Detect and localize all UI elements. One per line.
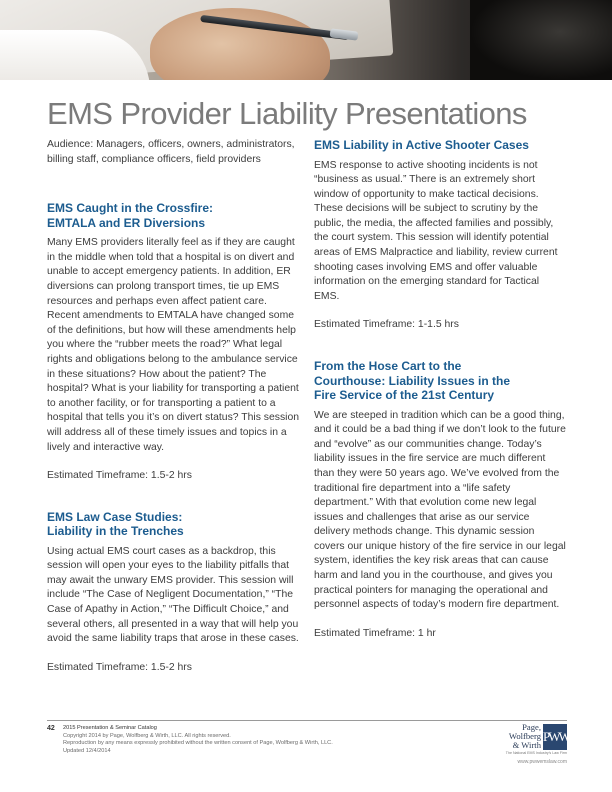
section-heading-line: From the Hose Cart to the	[314, 359, 462, 374]
header-photo	[0, 0, 612, 80]
section-heading-line: Courthouse: Liability Issues in the	[314, 373, 511, 388]
logo-tagline: The National EMS Industry’s Law Firm	[505, 751, 567, 755]
section-heading-line: EMS Law Case Studies:	[47, 509, 183, 524]
page-footer	[47, 720, 567, 771]
section-heading-line: Fire Service of the 21st Century	[314, 388, 495, 403]
section-crossfire	[47, 201, 299, 484]
section-heading	[47, 510, 299, 539]
firm-logo	[487, 723, 567, 767]
logo-line: & Wirth	[512, 740, 541, 750]
section-timeframe: Estimated Timeframe: 1-1.5 hrs	[314, 319, 459, 331]
audience-text: Audience: Managers, officers, owners, administrators, billing staff, compliance officers, field providers	[47, 139, 295, 165]
section-heading-line: Liability in the Trenches	[47, 524, 184, 539]
logo-name	[509, 723, 541, 750]
section-body: We are steeped in tradition which can be a good thing, and it could be a bad thing if we don’t look to the future and “evolve” as our communities change. Today’s liability issues in the fire service are much different than they were 50 years ago. We’ve evolved from the traditional fire department into a “life safety department.” With that evolution come new legal issues and challenges that arise as our service delivery methods change. This dynamic session covers our unique history of the fire service in our legal system, identifies the key risk areas that can cause harm and land you in the courthouse, and gives you practical pointers for managing the operational and personnel aspects of today’s modern fire department.	[314, 409, 566, 611]
section-timeframe: Estimated Timeframe: 1.5-2 hrs	[47, 470, 192, 482]
page-title: EMS Provider Liability Presentations	[47, 96, 527, 131]
left-column	[47, 138, 299, 675]
footer-copyright: Copyright 2014 by Page, Wolfberg & Wirth, LLC. All rights reserved.	[63, 732, 231, 739]
footer-catalog: 2015 Presentation & Seminar Catalog	[63, 725, 157, 731]
section-heading	[47, 201, 299, 230]
section-body: EMS response to active shooting incidents is not “business as usual.” There is an extremely short window of opportunity to make tactical decisions. These decisions will be subject to scrutiny by the public, the media, the affected families and possibly, the court system. This session will identify potential areas of EMS Malpractice and liability, review current shooting cases involving EMS and offer valuable information on the emerging standard for Tactical EMS.	[314, 159, 558, 302]
section-heading: EMS Liability in Active Shooter Cases	[314, 138, 529, 152]
section-heading-line: EMTALA and ER Diversions	[47, 215, 206, 230]
section-body: Using actual EMS court cases as a backdrop, this session will open your eyes to the liability pitfalls that may await the unwary EMS provider. This session will include “The Case of Negligent Documentation,” “The Case of Apathy in Action,” “The Difficult Choice,” and several others, all presented in a way that will help you avoid the same liability traps that arose in these cases.	[47, 545, 299, 645]
photo-background	[470, 0, 612, 80]
section-heading-line: EMS Caught in the Crossfire:	[47, 201, 214, 216]
section-active-shooter	[314, 138, 566, 333]
footer-reproduction: Reproduction by any means expressly prohibited without the written consent of Page, Wolfberg & Wirth, LLC.	[63, 740, 333, 747]
logo-line: Page,	[522, 722, 541, 732]
logo-mark-icon: PWW	[543, 724, 567, 750]
logo-line: Wolfberg	[508, 731, 541, 741]
section-timeframe: Estimated Timeframe: 1.5-2 hrs	[47, 661, 192, 673]
section-body: Many EMS providers literally feel as if they are caught in the middle when told that a hospital is on divert and unable to accept emergency patients. In addition, ER diversions can prolong transport times, tie up EMS resources and perhaps even affect patient care. Recent amendments to EMTALA have changed some of the definitions, but how will these amendments help you where the “rubber meets the road?” What legal rights and obligations belong to the ambulance service in these situations? How about the patient? The hospital? What is your liability for transporting a patient to another facility, or for transporting a patient to a hospital that tells you it’s on divert status? This session will address all of these timely issues and topics in a lively and interactive way.	[47, 237, 300, 453]
page-number: 42	[47, 725, 55, 732]
section-timeframe: Estimated Timeframe: 1 hr	[314, 627, 436, 639]
section-hose-cart	[314, 359, 566, 641]
section-heading	[314, 359, 566, 403]
section-case-studies	[47, 510, 299, 676]
footer-meta	[63, 725, 333, 755]
firm-url[interactable]: www.pwwemslaw.com	[517, 759, 567, 765]
footer-updated: Updated 12/4/2014	[63, 747, 111, 754]
right-column	[314, 138, 566, 641]
